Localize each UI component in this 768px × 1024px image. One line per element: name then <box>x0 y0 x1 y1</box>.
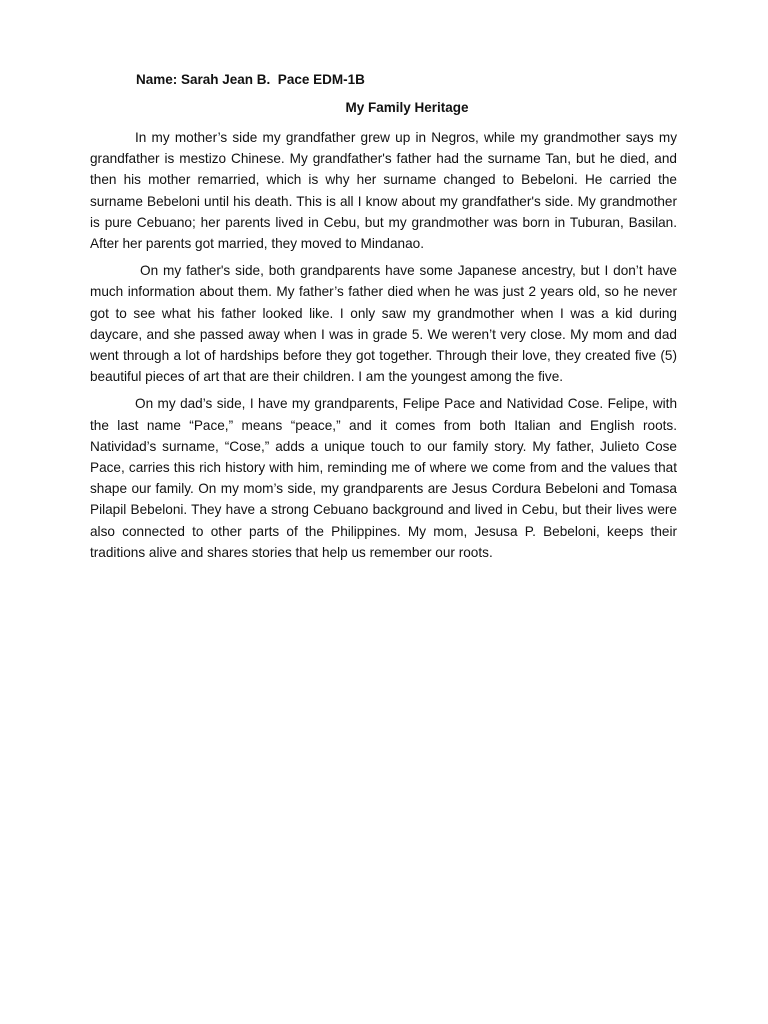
essay-body <box>90 127 677 569</box>
paragraph-father-side: On my father's side, both grandparents have some Japanese ancestry, but I don’t have much information about them. My father’s father died when he was just 2 years old, so he never got to see what his father looked like. I only saw my grandmother when I was a kid during daycare, and she passed away when I was in grade 5. We weren’t very close. My mom and dad went through a lot of hardships before they got together. Through their love, they created five (5) beautiful pieces of art that are their children. I am the youngest among the five. <box>90 263 677 385</box>
document-title: My Family Heritage <box>345 100 469 115</box>
paragraph-mother-side: In my mother’s side my grandfather grew up in Negros, while my grandmother says my grandfather is mestizo Chinese. My grandfather's father had the surname Tan, but he died, and then his mother remarried, which is why her surname changed to Bebeloni. He carried the surname Bebeloni until his death. This is all I know about my grandfather's side. My grandmother is pure Cebuano; her parents lived in Cebu, but my grandmother was born in Tuburan, Basilan. After her parents got married, they moved to Mindanao. <box>90 130 677 252</box>
student-name-line: Name: Sarah Jean B. Pace EDM-1B <box>136 72 365 87</box>
paragraph-dad-side-heritage: On my dad’s side, I have my grandparents, Felipe Pace and Natividad Cose. Felipe, with the last name “Pace,” means “peace,” and it comes from both Italian and English roots. Natividad’s surname, “Cose,” adds a unique touch to our family story. My father, Julieto Cose Pace, carries this rich history with him, reminding me of where we come from and the values that shape our family. On my mom’s side, my grandparents are Jesus Cordura Bebeloni and Tomasa Pilapil Bebeloni. They have a strong Cebuano background and lived in Cebu, but their lives were also connected to other parts of the Philippines. My mom, Jesusa P. Bebeloni, keeps their traditions alive and shares stories that help us remember our roots. <box>90 396 677 560</box>
